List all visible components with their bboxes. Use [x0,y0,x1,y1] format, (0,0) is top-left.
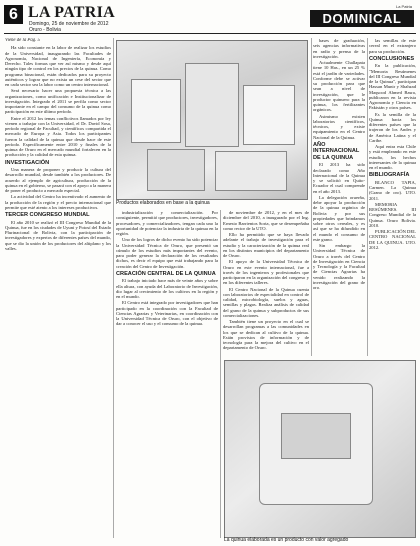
column-rule [220,210,221,538]
paragraph: Una manera de proponer y producir la cultura del desarrollo mundial, desde también a los productores. De acuerdo al ejemplo de agricultura, producción de la quinua en el gobierno, se pasará con el apoyo a la manera de poner el producto a mercado especial. [5,167,111,193]
continued-from: Viene de la Pág. 5 [5,38,40,43]
paragraph: Actualmente Challapata tiene 10 Has., en un 25 % está el jardín de variedades. Conforme debe se activar su producción para que sean a nivel de investigación, que le productor quinuero para la quinua, los fertilizantes orgánicos. [313,60,365,113]
paragraph: industrialización y comercialización. Por consiguiente, permitió que productores, investigadores, procesadores, y comercializadores, tengan cada uno la oportunidad de potenciar la industria de la quinua en la región. [116,210,218,236]
date-line: Domingo, 25 de noviembre de 2012 [29,21,109,27]
product-package [131,79,181,143]
paragraph: Ha sido constante en la labor de realizar los estudios de la Universidad, inaugurando las Facultades de Agronomía, Nacional de Ingeniería, Economía y Derecho. Tales formas que ver así mismo y desde aquí ningún tipo de control en los precios de la quinua. Como programa binacional, están dedicados para su proyecto auténticos y lograr que no exista un cese del sector que en cada sector sea la labor como un centro internacional. [5,45,111,87]
section-heading: DOMINICAL [310,10,414,27]
column-1 [5,38,111,538]
paragraph: El apoyo de la Universidad Técnica de Oruro en este evento internacional, fue a través de los ingenieros y profesionales que participaron en la organización del congreso y en los diferentes talleres. [223,259,309,286]
paragraph: Asimismo existen laboratorios científicos, técnicos, y existe equipamiento en el Centro Nacional de la Quinua. [313,113,365,140]
paragraph: Será necesario hacer una propuesta técnica a las organizaciones, como unificación e Institucionalizar de investigación. Integrado el 2011 se perfila como sector importante en el campo del consumo de la quinua como participación en este último período. [5,88,111,115]
paragraph: Es la semilla de la Quinua hacia los diferentes países que la trajeron de los Andes y de América Latina y el Caribe. [369,111,416,143]
paper-name: LA PATRIA [28,4,116,21]
paragraph: El Centro está integrado por investigadores que han participado en la coordinación con la Facultad de Ciencias Agrarias y Veterinarias, en coordinación con la Universidad Técnica de Oruro, con el objetivo de dar a conocer el uso y el consumo de la quinua. [116,300,218,327]
product-package [243,85,295,145]
subheading: CREACIÓN CENTRAL DE LA QUINUA [116,270,216,277]
column-rule [367,38,368,356]
product-package [185,63,239,147]
photo-caption: La quinua elaborada es un producto con valor agregado [224,537,349,543]
subheading: INVESTIGACIÓN [5,159,50,166]
paragraph: las semillas de este cereal en el extranjero para su producción. [369,38,416,54]
product-label [281,413,351,459]
column-5 [369,38,416,356]
paragraph: La actividad del Centro ha incentivado el aumento de la producción de la región y el precio internacional que permite que esté atento a los intereses productivos. [5,194,111,210]
paragraph: El trabajo iniciado hace más de veinte años y sobre ella altura, con ayuda del Laboratorio de Investigación, dio lugar al crecimiento de los cultivos en la región y en el mundo. [116,278,218,299]
paragraph: Uno de los logros de dicho evento ha sido potenciar la Universidad Técnica de Oruro, que presentó un cúmulo de los estudios más importantes del evento, para poder generar la declaración de los resultados dichos, es decir el equipo que está trabajando para la creación del Centro de Investigación. [116,237,218,269]
photo-quinua-product [224,360,416,538]
paper-date [29,21,109,33]
paragraph: Aquí entra esta Chile y está empleando en este estudio, los hechos interesantes de la quinua en el mundo. [369,144,416,170]
paragraph: Entre el 2012 los temas conflictivos llamados por ley vienen a trabajar con la Universidad, el Dr. David Sosa, período regional de Facultad, y científicos compartida el mercado de Europa y Asia. Todos los participantes fueron la calidad de la quinua que desde hace de este período. Específicamente entre 2010 y finales de la quinua de Oruro en el mercado mundial fortalecen en la producción y la calidad de esta quinua. [5,115,111,158]
column-rule [311,38,312,356]
photo-quinua-products [116,40,308,200]
paragraph: Sin embargo la Universidad Técnica de Oruro a través del Centro de Investigación en Ciencia y Tecnología y la Facultad de Ciencias Agrarias ha venido realizando la investigación del grano de oro. [313,243,365,290]
product-package [215,151,287,191]
reference: PUBLICACIÓN DEL CENTRO NACIONAL DE LA QUINUA. UTO. 2012. [369,229,416,250]
subheading: TERCER CONGRESO MUNDIAL [5,212,90,218]
column-2 [116,210,218,538]
subheading: BIBLIOGRAFÍA [369,172,410,179]
reference: BLANCO TAPIA, Carmen. La Quinua (Grano de oro). UTO. 2011. [369,179,416,201]
masthead [4,3,416,34]
section-tag: La Patria [395,4,412,9]
paragraph: El año 2010 se realizó el III Congreso Mundial de la Quinua, fue en los ciudades de Uyuni y Potosí del Estado Plurinacional de Bolivia, con la participación de investigadores y expertos de diferentes países del mundo, que se dio la unión de los productores del altiplano y los valles. [5,219,111,251]
subheading: AÑO INTERNACIONAL DE LA QUINUA [313,141,360,161]
subheading: CONCLUSIONES [369,55,415,62]
reference: MEMORIA RESÚMENES. III Congreso Mundial de la Quinua. Oruro Bolivia. 2010. [369,201,416,228]
paragraph: El Centro Nacional de la Quinua cuenta con laboratorios de especialidad en control de calidad, microbiología, suelos y aguas, semillas y plagas. Realiza análisis de calidad del grano de la quinua y subproductos de sus comercializaciones. [223,286,309,318]
paragraph: El 2013 ha sido declarado como Año Internacional de la Quinua y se solicitó en Quito-Ecuador el cual comprende en el año 2013. [313,162,365,194]
page-number: 6 [4,5,23,24]
product-package [147,149,205,191]
column-3 [223,210,309,356]
paragraph: También tiene un proyecto en el cual se desarrollan programas a las comunidades en los que se dedican al cultivo de la quinua. Están provistos de información y de tecnología para la mejora del cultivo en el departamento de Oruro. [223,319,309,351]
column-4-content [313,38,365,358]
city-line: Oruro - Bolivia [29,27,61,33]
paragraph: bases de graduación, seis agencias informativas en radio y prensa de la investigación. [313,38,365,59]
column-rule [113,38,114,538]
paragraph: Ello ha permitido que se haya llevado adelante el trabajo de investigación para el estudio y la caracterización de la quinua real en los distintos municipios del departamento de Oruro. [223,232,309,258]
paragraph: La delegación oruerña, debe apoyar la producción de la quinua orgánica de Bolivia y por sus propiedades que brindamos sobre otros cereales, y es así que se ha difundido en el mundo el consumo de este grano. [313,194,365,242]
paragraph: de noviembre de 2012, y en el mes de diciembre del 2010, a inaugurado por el Ing. Ernesto Barrientos Soria, que se desempeñaba como rector de la UTO. [223,210,309,231]
paragraph: En la publicación, "Memoria Resúmenes del III Congreso Mundial de la Quinua", participan Hassan Munir y Shahzad Maqsood Ahmed Basra, publicaron en la revista Agronomía y Ciencia en Pakistán y otros países. [369,63,416,111]
photo-caption: Productos elaborados en base a la quinua [116,200,210,206]
